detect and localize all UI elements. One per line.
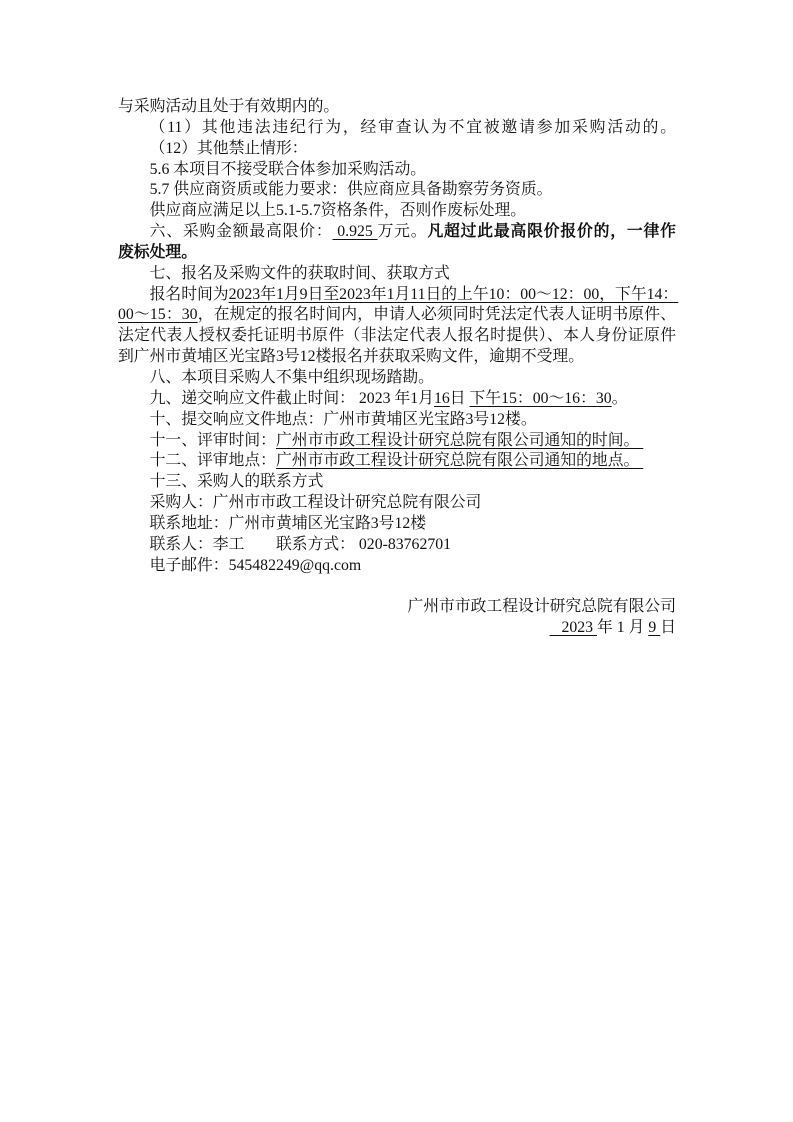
text-segment: 万元。 [377,223,428,241]
review-place-value: 广州市市政工程设计研究总院有限公司通知的地点。 [275,452,644,470]
reject-warning-continuation [118,243,676,264]
contact-address-line [118,514,676,535]
clause-5-6-line [118,160,676,181]
deadline-hours: 下午15：00～16：30 [469,389,612,407]
signature-date-line [118,618,676,639]
section-8-line [118,368,676,389]
text-segment: 十三、采购人的联系方式 [149,473,324,491]
purchaser-line [118,493,676,514]
text-segment: 联系地址：广州市黄埔区光宝路3号12楼 [149,514,427,532]
signature-company-line [118,597,676,618]
clause-12-line [118,139,676,160]
qualification-note-line [118,201,676,222]
max-price-line [118,222,676,243]
section-13-heading [118,472,676,493]
deadline-line [118,389,676,410]
signature-day: 9 [648,619,661,637]
text-segment: 六、采购金额最高限价： [149,223,333,241]
text-segment: （12）其他禁止情形： [149,139,308,157]
text-segment: 法定代表人授权委托证明书原件（非法定代表人报名时提供）、本人身份证原件 [118,327,676,345]
clause-5-7-line [118,180,676,201]
spacer-line [118,576,676,597]
contact-person-line [118,535,676,556]
doc-line-continuation [118,97,676,118]
text-segment: 。 [611,389,628,407]
max-price-value: 0.925 [332,223,378,241]
review-place-line [118,451,676,472]
submission-place-line [118,410,676,431]
text-segment: 九、递交响应文件截止时间： 2023 年1月 [149,389,434,407]
text-segment: 到广州市黄埔区光宝路3号12楼报名并获取采购文件，逾期不受理。 [118,348,585,366]
text-segment: 采购人：广州市市政工程设计研究总院有限公司 [149,494,482,512]
signup-time-line-2 [118,305,676,326]
text-segment: ，在规定的报名时间内，申请人必须同时凭法定代表人证明书原件、 [197,306,676,324]
text-segment: 十、提交响应文件地点：广州市黄埔区光宝路3号12楼。 [149,410,537,428]
text-segment: 十二、评审地点： [149,452,276,470]
text-segment: 日 [449,389,470,407]
signature-company: 广州市市政工程设计研究总院有限公司 [407,598,676,616]
signature-year: 2023 [549,619,597,637]
signup-time-line-1 [118,285,679,306]
text-segment: 电子邮件：545482249@qq.com [149,556,362,574]
text-segment: 联系人：李工 联系方式： 020-83762701 [149,535,452,553]
signup-requirements-line [118,326,676,347]
text-segment: 5.7 供应商资质或能力要求：供应商应具备勘察劳务资质。 [149,181,553,199]
signup-time-underlined: 2023年1月9日至2023年1月11日的上午10：00～12：00，下午14： [228,285,679,303]
signup-time-underlined: 00～15：30 [118,306,198,324]
deadline-day: 16 [433,389,450,407]
text-segment: 与采购活动且处于有效期内的。 [118,98,340,115]
review-time-value: 广州市市政工程设计研究总院有限公司通知的时间。 [275,431,644,449]
text-segment: 供应商应满足以上5.1-5.7资格条件，否则作废标处理。 [149,202,527,220]
text-segment: 年 1 月 [596,619,649,637]
text-segment: 5.6 本项目不接受联合体参加采购活动。 [149,160,427,178]
reject-warning-bold: 凡超过此最高限价报价的，一律作 [427,223,676,241]
section-7-heading [118,264,676,285]
text-segment: 废标处理。 [118,243,197,261]
signup-address-line [118,347,676,368]
review-time-line [118,431,676,452]
clause-11-line [118,118,676,139]
contact-email-line [118,556,676,577]
text-segment: 十一、评审时间： [149,431,276,449]
text-segment: （11）其他违法违纪行为，经审查认为不宜被邀请参加采购活动的。 [149,118,676,136]
text-segment: 八、本项目采购人不集中组织现场踏勘。 [149,368,434,386]
text-segment: 日 [660,619,676,637]
text-segment: 报名时间为 [149,285,229,303]
text-segment: 七、报名及采购文件的获取时间、获取方式 [149,264,450,282]
